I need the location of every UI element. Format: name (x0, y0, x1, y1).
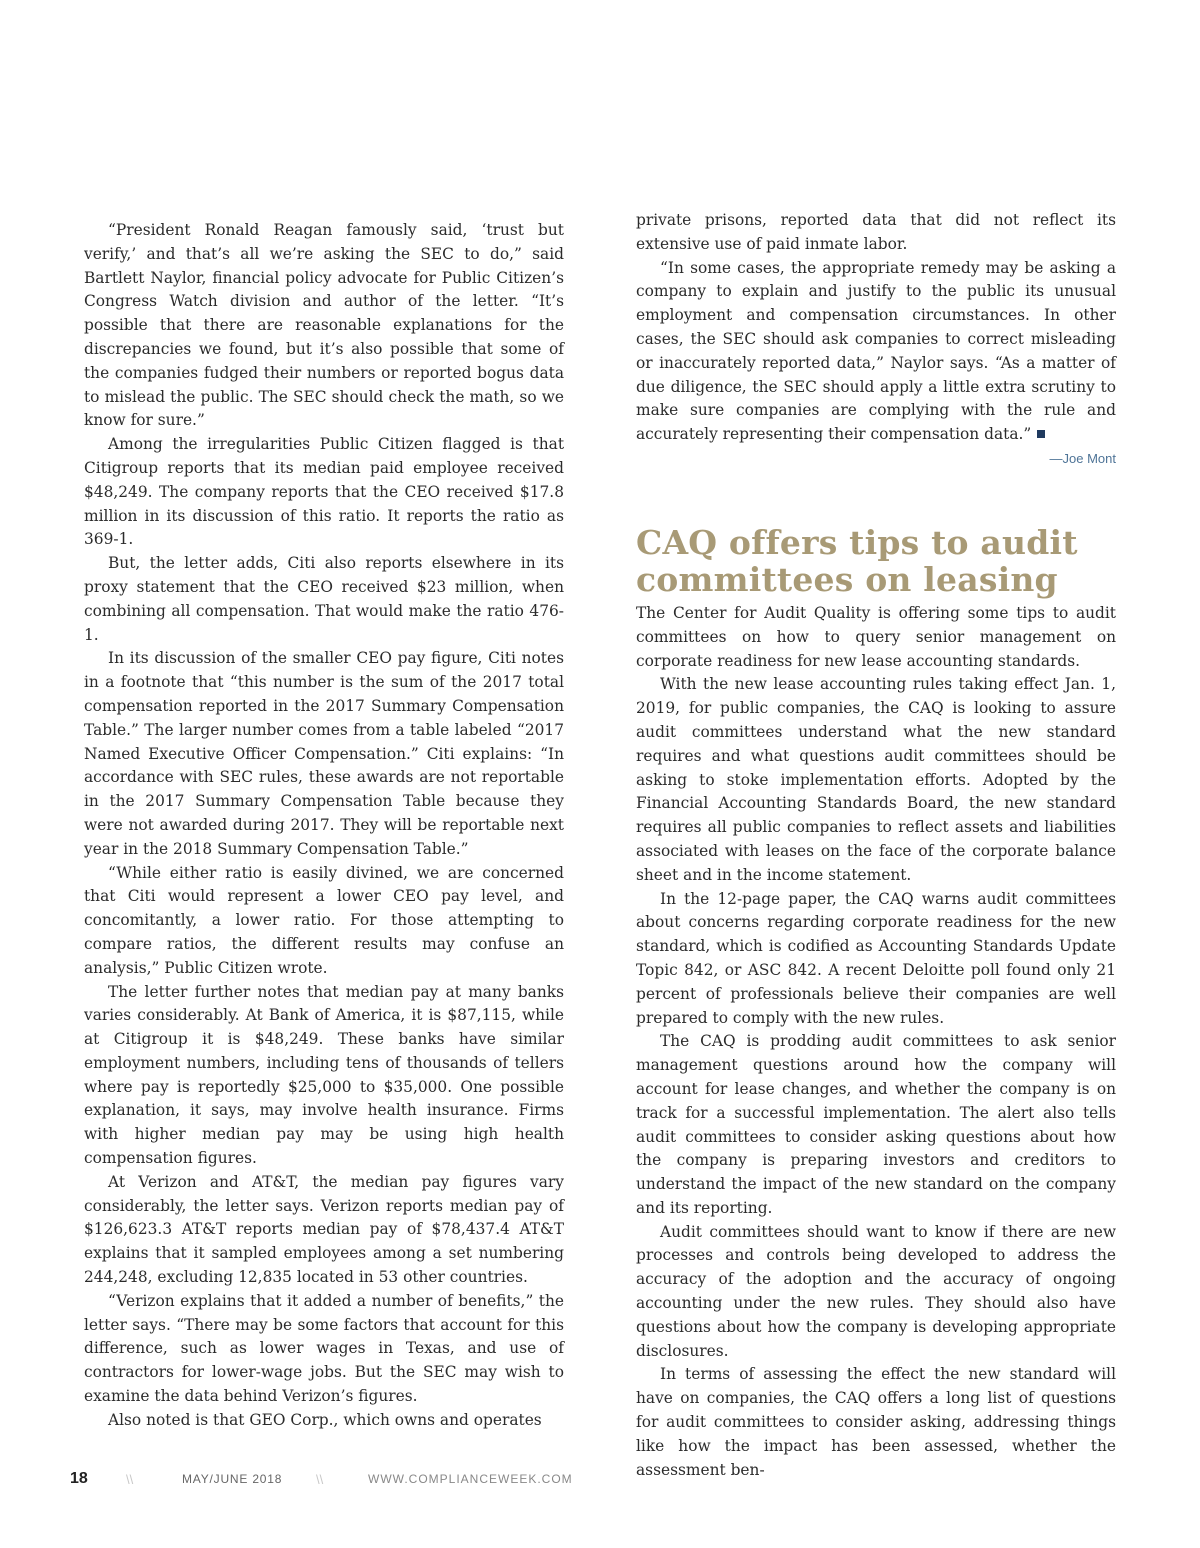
author-byline: —Joe Mont (1049, 450, 1116, 466)
body-paragraph: The Center for Audit Quality is offering some tips to audit committees on how to query senior management on corporate readiness for new lease accounting standards. (636, 603, 1116, 670)
body-paragraph: In terms of assessing the effect the new standard will have on companies, the CAQ offers a long list of questions for audit committees to consider asking, addressing things like how the impact has been assessed, whether the assessment ben- (636, 1365, 1116, 1479)
body-paragraph: The letter further notes that median pay at many banks varies considerably. At Bank of America, it is $87,115, while at Citigroup it is $48,249. These banks have similar employment numbers, including tens of thousands of tellers where pay is reportedly $25,000 to $35,000. One possible explanation, it says, may involve health insurance. Firms with higher median pay may be using high health compensation figures. (84, 982, 564, 1168)
body-paragraph: At Verizon and AT&T, the median pay figures vary considerably, the letter says. Verizon reports median pay of $126,623.3 AT&T reports median pay of $78,437.4 AT&T explains that it sampled employees among a set numbering 244,248, excluding 12,835 located in 53 other countries. (84, 1172, 564, 1287)
left-column (84, 219, 564, 1433)
continuation-paragraph: private prisons, reported data that did not reflect its extensive use of paid inmate labor. (636, 211, 1116, 253)
body-paragraph: “While either ratio is easily divined, we are concerned that Citi would represent a lower CEO pay level, and concomitantly, a lower ratio. For those attempting to compare ratios, the different results may confuse an analysis,” Public Citizen wrote. (84, 863, 564, 977)
footer-separator: \\ (126, 1472, 134, 1487)
quote-paragraph (636, 257, 1116, 447)
article-headline: CAQ offers tips to audit committees on leasing (636, 522, 1078, 599)
right-column (636, 209, 1116, 1482)
quote-text: “In some cases, the appropriate remedy may be asking a company to explain and justify to the public its unusual employment and compensation circumstances. In other cases, the SEC should ask companies to correct misleading or inaccurately reported data,” Naylor says. “As a matter of due diligence, the SEC should apply a little extra scrutiny to make sure companies are complying with the rule and accurately representing their compensation data.” (636, 258, 1116, 444)
body-paragraph: “President Ronald Reagan famously said, ‘trust but verify,’ and that’s all we’re asking the SEC to do,” said Bartlett Naylor, financial policy advocate for Public Citizen’s Congress Watch division and author of the letter. “It’s possible that there are reasonable explanations for the discrepancies we found, but it’s also possible that some of the companies fudged their numbers or reported bogus data to mislead the public. The SEC should check the math, so we know for sure.” (84, 221, 564, 430)
body-paragraph: In its discussion of the smaller CEO pay figure, Citi notes in a footnote that “this number is the sum of the 2017 total compensation reported in the 2017 Summary Compensation Table.” The larger number comes from a table labeled “2017 Named Executive Officer Compensation.” Citi explains: “In accordance with SEC rules, these awards are not reportable in the 2017 Summary Compensation Table because they were not awarded during 2017. They will be reportable next year in the 2018 Summary Compensation Table.” (84, 649, 564, 858)
website-url: WWW.COMPLIANCEWEEK.COM (368, 1472, 573, 1486)
body-paragraph: The CAQ is prodding audit committees to ask senior management questions around how the company will account for lease changes, and whether the company is on track for a successful implementation. The alert also tells audit committees to consider asking questions about how the company is preparing investors and creditors to understand the impact of the new standard on the company and its reporting. (636, 1032, 1116, 1217)
end-of-article-square-icon (1037, 430, 1045, 438)
body-paragraph: Among the irregularities Public Citizen flagged is that Citigroup reports that its median paid employee received $48,249. The company reports that the CEO received $17.8 million in its discussion of this ratio. It reports the ratio as 369-1. (84, 435, 564, 549)
body-paragraph: Audit committees should want to know if there are new processes and controls being developed to address the accuracy of the adoption and the accuracy of ongoing accounting under the new rules. They should also have questions about how the company is developing appropriate disclosures. (636, 1222, 1116, 1360)
body-paragraph: But, the letter adds, Citi also reports elsewhere in its proxy statement that the CEO received $23 million, when combining all compensation. That would make the ratio 476-1. (84, 554, 564, 644)
issue-date: MAY/JUNE 2018 (182, 1472, 283, 1486)
body-paragraph: In the 12-page paper, the CAQ warns audit committees about concerns regarding corporate readiness for the new standard, which is codified as Accounting Standards Update Topic 842, or ASC 842. A recent Deloitte poll found only 21 percent of professionals believe their companies are well prepared to comply with the new rules. (636, 889, 1116, 1027)
body-paragraph: Also noted is that GEO Corp., which owns and operates (108, 1410, 542, 1429)
body-paragraph: “Verizon explains that it added a number of benefits,” the letter says. “There may be some factors that account for this difference, such as lower wages in Texas, and use of contractors for lower-wage jobs. But the SEC may wish to examine the data behind Verizon’s figures. (84, 1291, 564, 1406)
body-paragraph: With the new lease accounting rules taking effect Jan. 1, 2019, for public companies, the CAQ is looking to assure audit committees understand what the new standard requires and what questions audit committees should be asking to stoke implementation efforts. Adopted by the Financial Accounting Standards Board, the new standard requires all public companies to reflect assets and liabilities associated with leases on the face of the corporate balance sheet and in the income statement. (636, 675, 1116, 884)
page-footer (70, 1472, 590, 1494)
footer-separator: \\ (316, 1472, 324, 1487)
page-number: 18 (70, 1470, 88, 1487)
